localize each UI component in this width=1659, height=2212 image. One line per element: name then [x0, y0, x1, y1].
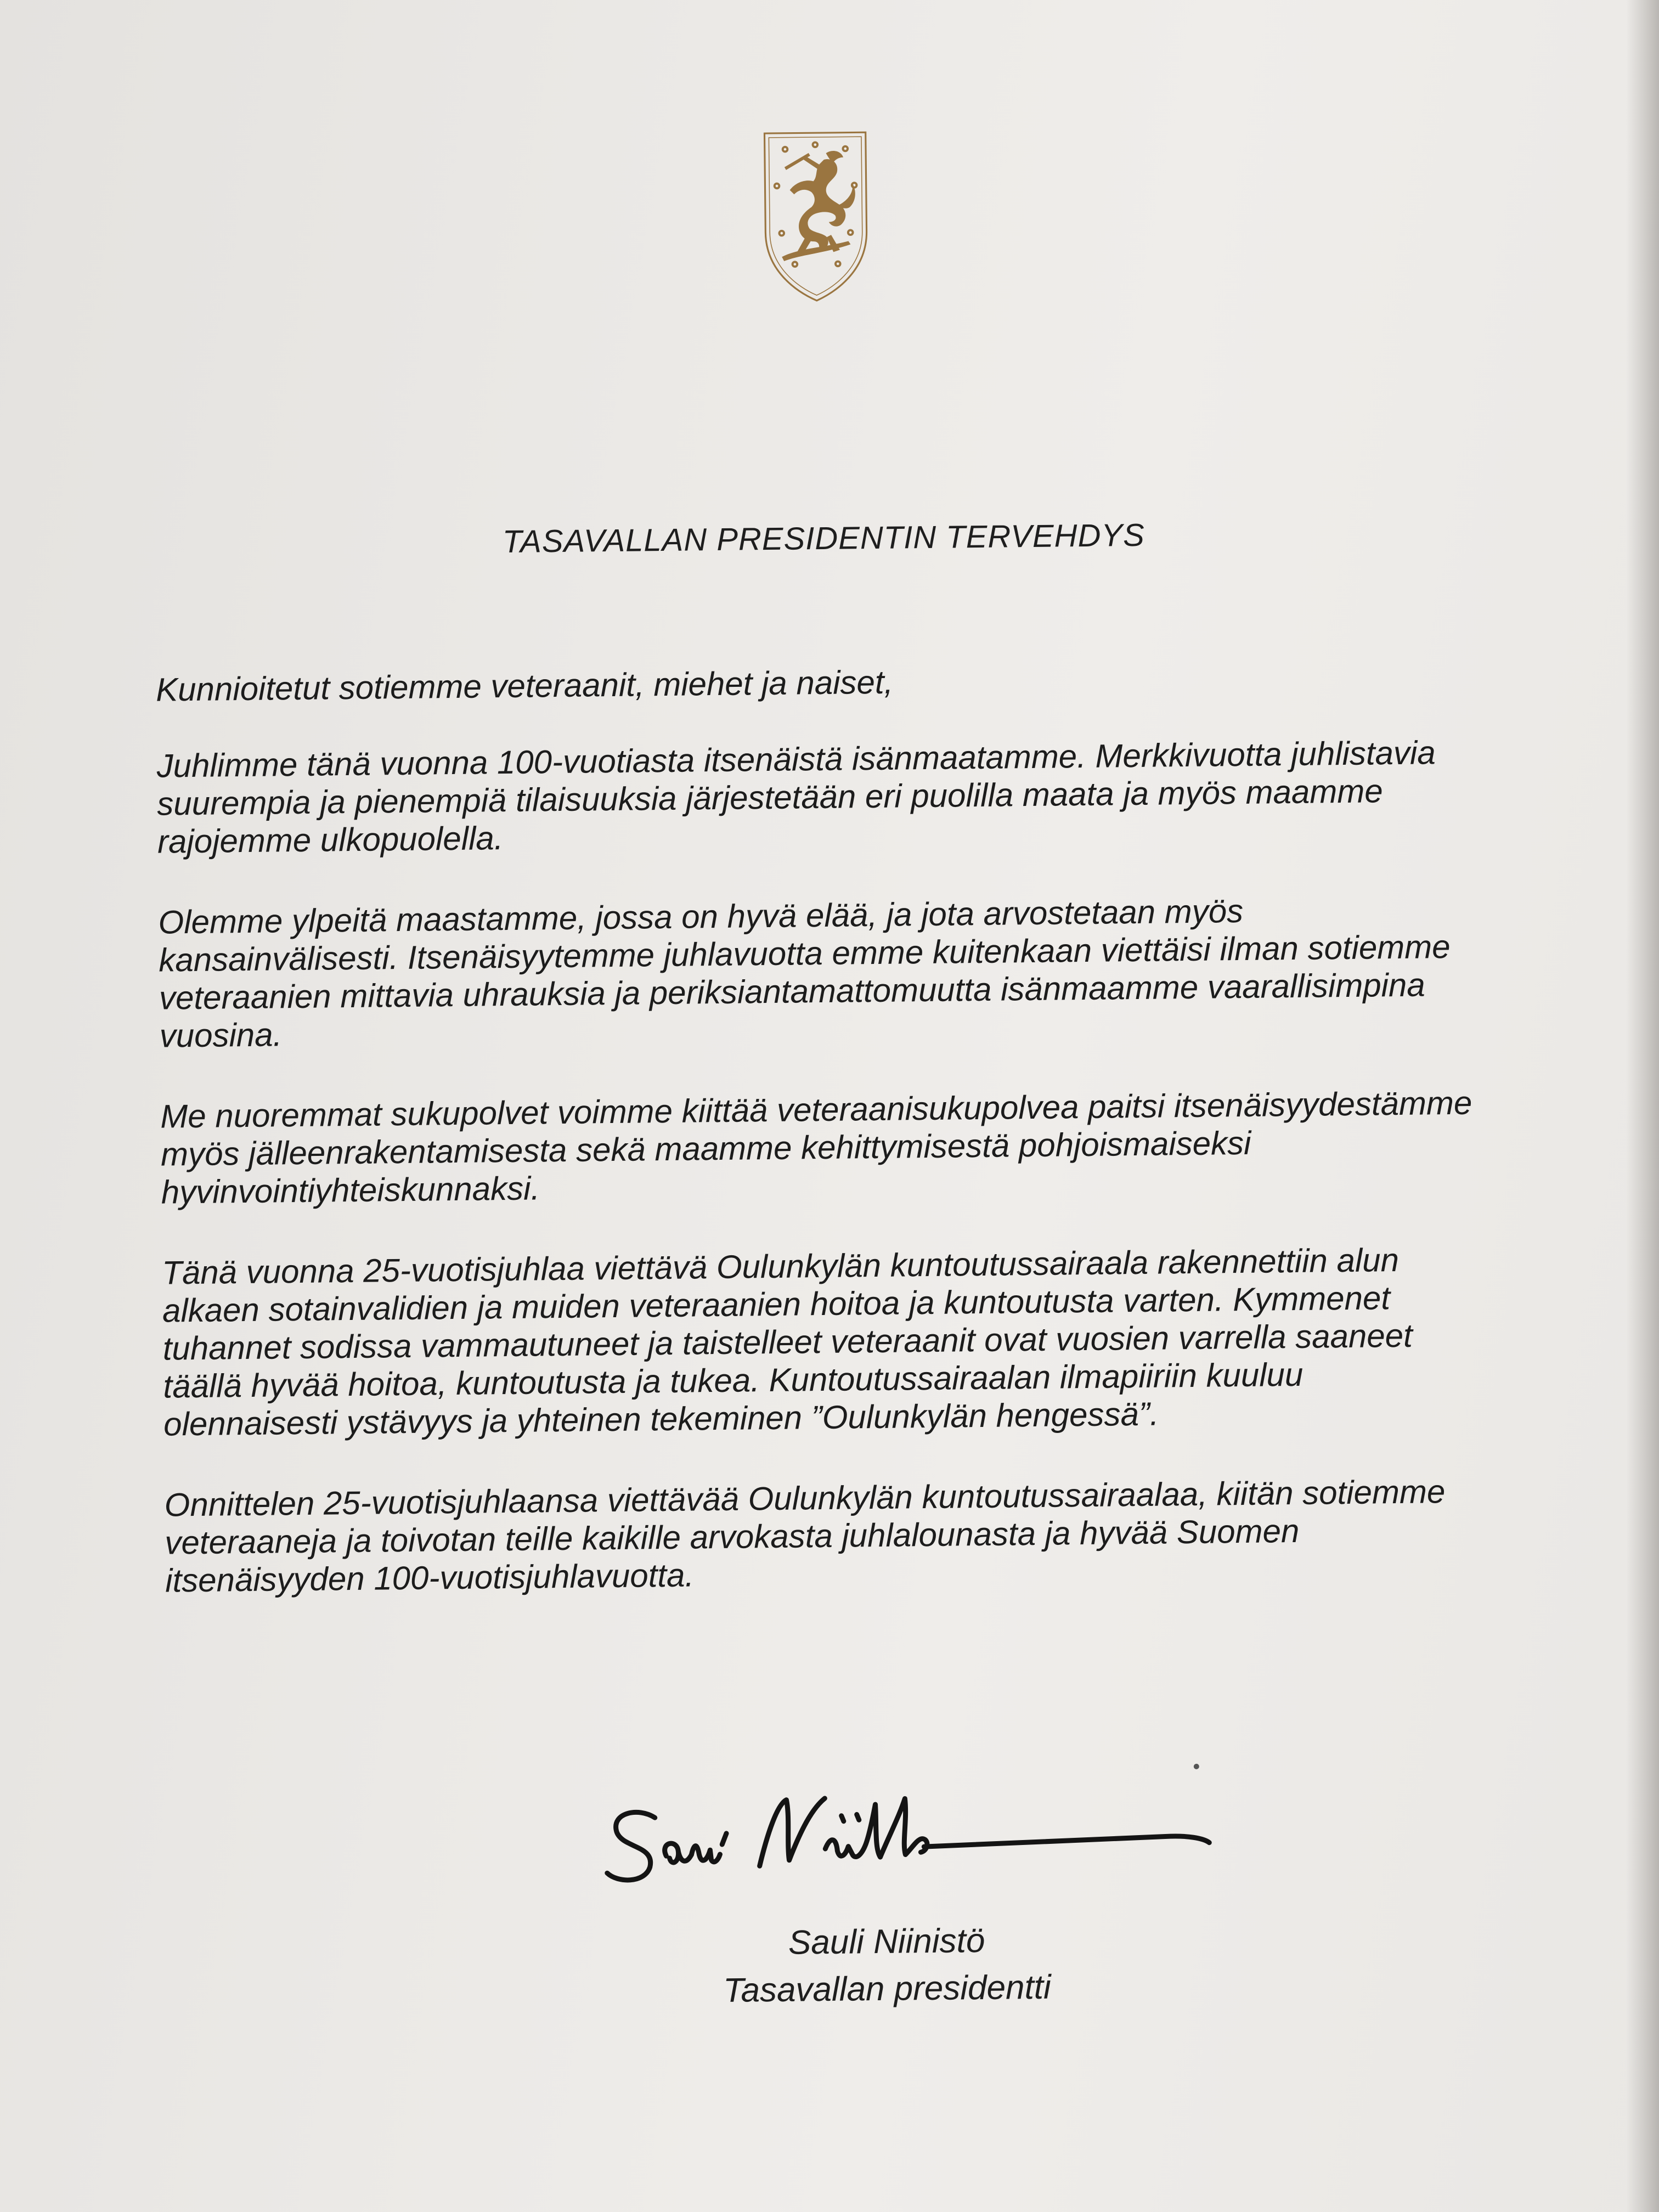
- letter-paragraph: Me nuoremmat sukupolvet voimme kiittää veteraanisukupolvea paitsi itsenäisyydestämme myös jälleenrakentamisesta sekä maamme kehittymisestä pohjoismaiseksi hyvinvointiyhteiskunnaksi.: [160, 1084, 1472, 1211]
- finnish-lion-coat-of-arms-icon: [761, 129, 871, 304]
- signer-block: [612, 1916, 1162, 2016]
- letter-title: TASAVALLAN PRESIDENTIN TERVEHDYS: [502, 517, 1146, 560]
- letter-paragraph: Onnittelen 25-vuotisjuhlaansa viettävää Oulunkylän kuntoutussairaalaa, kiitän sotiemme veteraaneja ja toivotan teille kaikille arvokasta juhlalounasta ja hyvää Suomen itsenäisyyden 100-vuotisjuhlavuotta.: [164, 1473, 1446, 1599]
- paper-speck: [1194, 1764, 1199, 1769]
- letter-body: [156, 657, 1521, 1643]
- letter-paragraph: Juhlimme tänä vuonna 100-vuotiasta itsenäistä isänmaatamme. Merkkivuotta juhlistavia suurempia ja pienempiä tilaisuuksia järjestetään eri puolilla maata ja myös maamme rajojemme ulkopuolella.: [156, 734, 1436, 860]
- letter-paragraph: Tänä vuonna 25-vuotisjuhlaa viettävä Oulunkylän kuntoutussairaala rakennettiin alun alkaen sotainvalidien ja muiden veteraanien hoitoa ja kuntoutusta varten. Kymmenet tuhannet sodissa vammautuneet ja taistelleet veteraanit ovat vuosien varrella saaneet täällä hyvää hoitoa, kuntoutusta ja tukea. Kuntoutussairaalan ilmapiiriin kuuluu olennaisesti ystävyys ja yhteinen tekeminen ”Oulunkylän hengessä”.: [161, 1242, 1413, 1443]
- handwritten-signature: [594, 1779, 1215, 1890]
- letter-paragraph: Olemme ylpeitä maastamme, jossa on hyvä elää, ja jota arvostetaan myös kansainvälisesti. Itsenäisyytemme juhlavuotta emme kuitenkaan viettäisi ilman sotiemme veteraanien mittavia uhrauksia ja periksiantamattomuutta isänmaamme vaarallisimpina vuosina.: [158, 892, 1451, 1054]
- signer-title: Tasavallan presidentti: [723, 1968, 1052, 2010]
- paper-edge-shadow: [1626, 0, 1659, 2212]
- signer-name: Sauli Niinistö: [788, 1921, 985, 1962]
- letter-salutation: Kunnioitetut sotiemme veteraanit, miehet ja naiset,: [155, 663, 894, 708]
